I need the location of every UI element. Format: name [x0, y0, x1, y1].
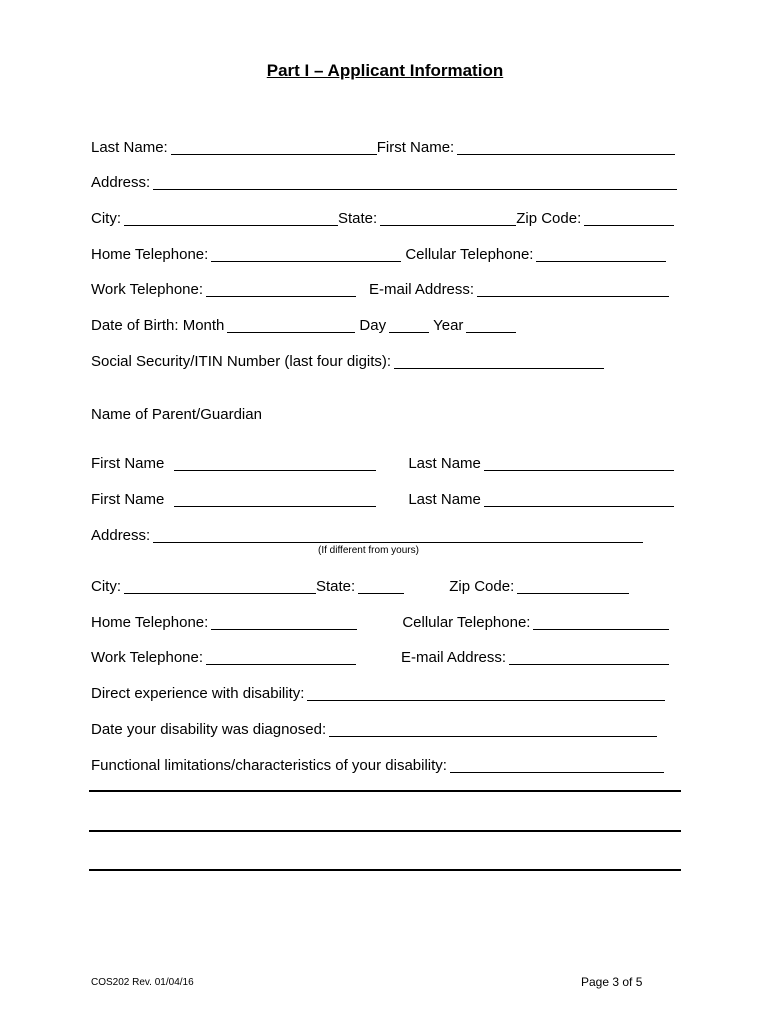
parent2-first-name-field[interactable]: [174, 491, 376, 507]
limitations-line-3[interactable]: [89, 869, 681, 871]
work-telephone-label: Work Telephone:: [91, 281, 204, 298]
dob-month-field[interactable]: [227, 317, 355, 333]
home-telephone-label: Home Telephone:: [91, 246, 209, 263]
limitations-line-1[interactable]: [89, 790, 681, 792]
disability-experience-field[interactable]: [307, 685, 665, 701]
dob-day-field[interactable]: [389, 317, 429, 333]
form-code: COS202 Rev. 01/04/16: [91, 977, 194, 988]
page-number: Page 3 of 5: [581, 975, 643, 989]
limitations-line-2[interactable]: [89, 830, 681, 832]
parent-work-telephone-label: Work Telephone:: [91, 649, 204, 666]
parent-name-row-2: [91, 489, 674, 509]
first-name-label: First Name:: [376, 139, 455, 156]
dob-day-label: Day: [359, 317, 387, 334]
parent-city-label: City:: [91, 578, 121, 595]
applicant-name-row: [91, 137, 675, 157]
state-field[interactable]: [380, 210, 516, 226]
ssn-row: [91, 351, 604, 371]
parent-work-row: [91, 647, 669, 667]
email-label: E-mail Address:: [369, 281, 475, 298]
city-label: City:: [91, 210, 121, 227]
parent-email-field[interactable]: [509, 649, 669, 665]
disability-experience-label: Direct experience with disability:: [91, 685, 305, 702]
work-telephone-field[interactable]: [206, 281, 356, 297]
parent-first-name-label: First Name: [91, 455, 165, 472]
zip-field[interactable]: [584, 210, 674, 226]
applicant-city-row: [91, 208, 674, 228]
parent-last-name-label: Last Name: [408, 455, 481, 472]
last-name-label: Last Name:: [91, 139, 168, 156]
limitations-label: Functional limitations/characteristics of your disability:: [91, 757, 447, 774]
dob-year-field[interactable]: [466, 317, 516, 333]
parent-city-field[interactable]: [124, 578, 316, 594]
limitations-field[interactable]: [450, 757, 664, 773]
dob-year-label: Year: [433, 317, 464, 334]
dob-row: [91, 315, 516, 335]
ssn-label: Social Security/ITIN Number (last four digits):: [91, 353, 392, 370]
parent-cellular-telephone-label: Cellular Telephone:: [402, 614, 531, 631]
email-field[interactable]: [477, 281, 669, 297]
parent-email-label: E-mail Address:: [401, 649, 507, 666]
first-name-field[interactable]: [457, 139, 675, 155]
diagnosed-date-row: [91, 719, 657, 739]
ssn-field[interactable]: [394, 353, 604, 369]
disability-experience-row: [91, 683, 665, 703]
parent-city-row: [91, 576, 629, 596]
city-field[interactable]: [124, 210, 338, 226]
parent-heading-row: [91, 404, 265, 424]
parent-zip-label: Zip Code:: [449, 578, 515, 595]
diagnosed-date-field[interactable]: [329, 721, 657, 737]
applicant-address-row: [91, 172, 677, 192]
parent-address-row: [91, 525, 643, 545]
parent-zip-field[interactable]: [517, 578, 629, 594]
diagnosed-date-label: Date your disability was diagnosed:: [91, 721, 327, 738]
applicant-work-row: [91, 279, 669, 299]
parent-home-telephone-field[interactable]: [211, 614, 357, 630]
parent-phone-row: [91, 612, 669, 632]
parent2-first-name-label: First Name: [91, 491, 165, 508]
zip-label: Zip Code:: [516, 210, 582, 227]
parent-address-label: Address:: [91, 527, 151, 544]
home-telephone-field[interactable]: [211, 246, 401, 262]
address-note: (If different from yours): [318, 545, 419, 556]
last-name-field[interactable]: [171, 139, 377, 155]
address-label: Address:: [91, 174, 151, 191]
parent-state-label: State:: [316, 578, 356, 595]
parent-state-field[interactable]: [358, 578, 404, 594]
parent2-last-name-label: Last Name: [408, 491, 481, 508]
parent-name-row-1: [91, 453, 674, 473]
page-title: Part I – Applicant Information: [266, 61, 504, 80]
address-field[interactable]: [153, 174, 677, 190]
cellular-telephone-label: Cellular Telephone:: [405, 246, 534, 263]
parent2-last-name-field[interactable]: [484, 491, 674, 507]
parent-work-telephone-field[interactable]: [206, 649, 356, 665]
cellular-telephone-field[interactable]: [536, 246, 666, 262]
dob-month-label: Date of Birth: Month: [91, 317, 225, 334]
parent-guardian-heading: Name of Parent/Guardian: [91, 406, 262, 423]
parent-cellular-telephone-field[interactable]: [533, 614, 669, 630]
parent-last-name-field[interactable]: [484, 455, 674, 471]
limitations-row: [91, 755, 664, 775]
parent-home-telephone-label: Home Telephone:: [91, 614, 209, 631]
applicant-phone-row: [91, 244, 666, 264]
state-label: State:: [338, 210, 378, 227]
parent-address-field[interactable]: [153, 527, 643, 543]
parent-first-name-field[interactable]: [174, 455, 376, 471]
